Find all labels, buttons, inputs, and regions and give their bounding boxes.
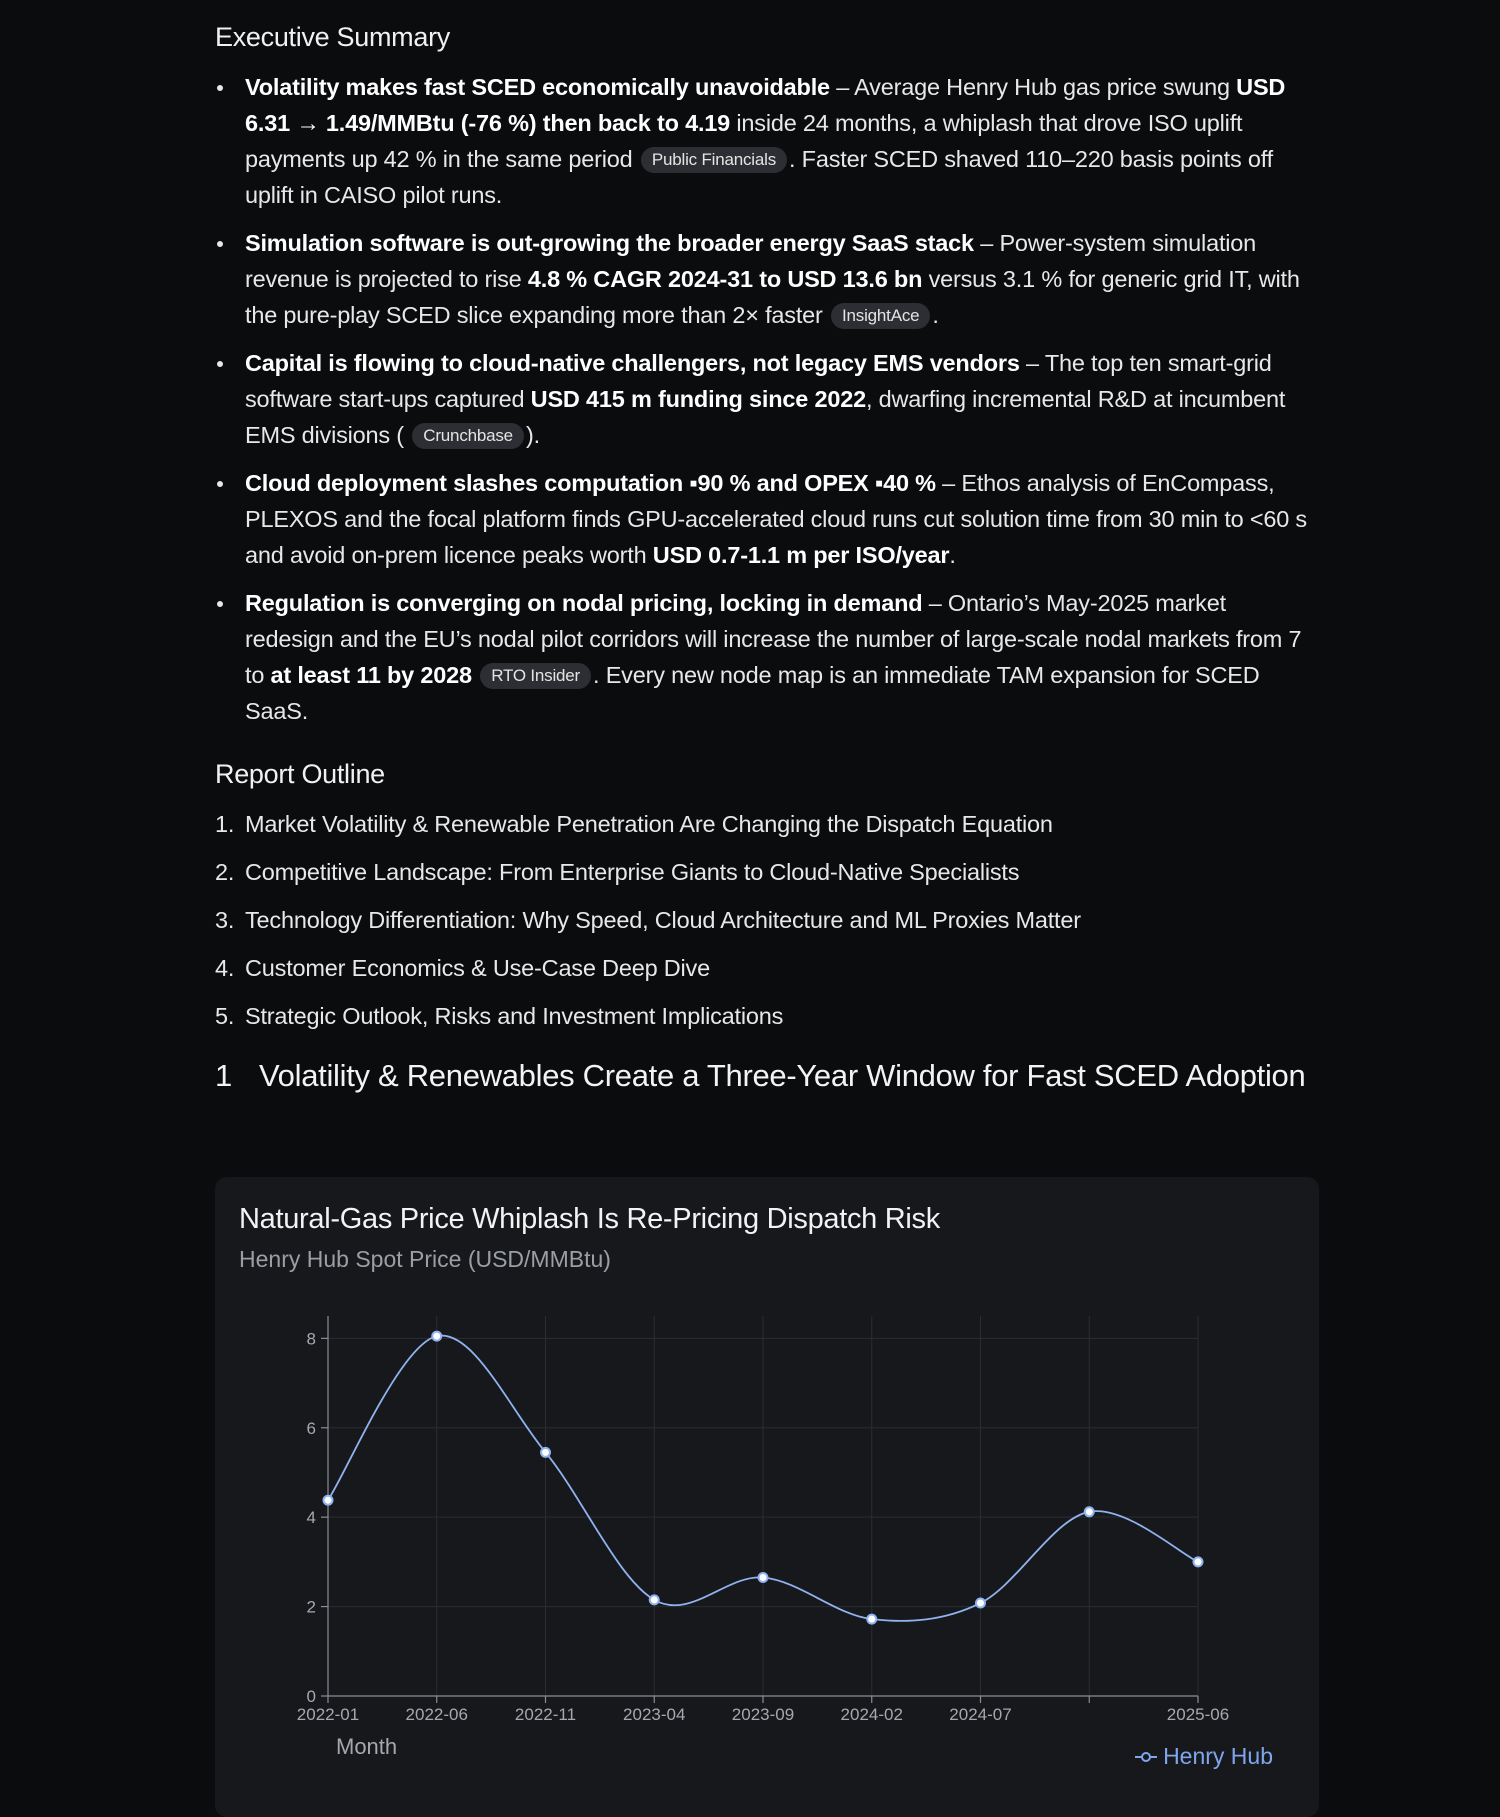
summary-item-text: . Every new node map is an immediate TAM expansion for SCED SaaS. — [245, 662, 1260, 724]
outline-item — [215, 854, 1320, 890]
summary-item-text: . Faster SCED shaved 110–220 basis points off uplift in CAISO pilot runs. — [245, 146, 1273, 208]
report-outline-heading: Report Outline — [215, 759, 385, 789]
summary-item-text: versus 3.1 % for generic grid IT, with the pure-play SCED slice expanding more than 2× faster — [245, 266, 1300, 328]
data-point — [324, 1496, 333, 1505]
summary-item-text: – Ethos analysis of EnCompass, PLEXOS and the focal platform finds GPU-accelerated cloud runs cut solution time from 30 min to <60 s and avoid on-prem licence peaks worth — [245, 470, 1307, 568]
legend-item-henry-hub[interactable] — [1135, 1743, 1273, 1770]
summary-item-text: , dwarfing incremental R&D at incumbent EMS divisions ( — [245, 386, 1286, 448]
data-point — [976, 1599, 985, 1608]
outline-item-number: 5. — [215, 1003, 235, 1029]
line-chart — [215, 1177, 1319, 1817]
summary-item-highlight: Cloud deployment slashes computation ▪90 % and OPEX ▪40 % — [245, 470, 936, 496]
outline-item-number: 4. — [215, 955, 235, 981]
data-point — [1085, 1507, 1094, 1516]
summary-item-text: inside 24 months, a whiplash that drove ISO uplift payments up 42 % in the same period — [245, 110, 1243, 172]
x-axis-title: Month — [336, 1734, 398, 1759]
data-point — [541, 1448, 550, 1457]
outline-item — [215, 998, 1320, 1034]
summary-item-highlight: Capital is flowing to cloud-native challengers, not legacy EMS vendors — [245, 350, 1020, 376]
data-point — [1194, 1557, 1203, 1566]
summary-item-highlight: USD 415 m funding since 2022 — [530, 386, 866, 412]
outline-item-number: 3. — [215, 907, 235, 933]
x-tick-label: 2024-02 — [840, 1705, 903, 1724]
summary-item — [215, 69, 1320, 213]
outline-item-label: Competitive Landscape: From Enterprise Giants to Cloud-Native Specialists — [245, 859, 1020, 885]
report-outline-list — [215, 806, 1320, 1034]
outline-item-number: 2. — [215, 859, 235, 885]
data-point — [867, 1615, 876, 1624]
data-point — [759, 1573, 768, 1582]
data-point — [650, 1595, 659, 1604]
y-tick-label: 2 — [306, 1597, 316, 1617]
outline-item — [215, 806, 1320, 842]
source-citation-badge[interactable]: RTO Insider — [480, 663, 591, 689]
summary-item-text: . — [949, 542, 956, 568]
legend-label: Henry Hub — [1163, 1743, 1273, 1769]
summary-item — [215, 465, 1320, 573]
summary-item — [215, 345, 1320, 453]
summary-item-text: . — [932, 302, 939, 328]
outline-item-label: Market Volatility & Renewable Penetration Are Changing the Dispatch Equation — [245, 811, 1053, 837]
summary-item-highlight: 4.8 % CAGR 2024-31 to USD 13.6 bn — [527, 266, 923, 292]
y-tick-label: 6 — [306, 1418, 316, 1438]
outline-item-number: 1. — [215, 811, 235, 837]
summary-item-highlight: Regulation is converging on nodal pricing, locking in demand — [245, 590, 923, 616]
summary-item-highlight: Volatility makes fast SCED economically unavoidable — [245, 74, 830, 100]
summary-item-text: – The top ten smart-grid software start-ups captured — [245, 350, 1272, 412]
x-tick-label: 2023-04 — [623, 1705, 686, 1724]
x-tick-label: 2024-07 — [949, 1705, 1012, 1724]
outline-item — [215, 902, 1320, 938]
x-tick-label: 2022-11 — [514, 1705, 577, 1724]
executive-summary-heading: Executive Summary — [215, 22, 450, 52]
source-citation-badge[interactable]: InsightAce — [831, 303, 930, 329]
chart-card — [215, 1177, 1319, 1817]
summary-item — [215, 225, 1320, 333]
legend-line-marker-icon — [1135, 1750, 1157, 1764]
chapter-title: Volatility & Renewables Create a Three-Year Window for Fast SCED Adoption — [259, 1058, 1306, 1093]
report-page — [215, 0, 1320, 1769]
summary-item-highlight: USD 0.7-1.1 m per ISO/year — [652, 542, 950, 568]
y-tick-label: 0 — [306, 1687, 316, 1706]
outline-item-label: Technology Differentiation: Why Speed, Cloud Architecture and ML Proxies Matter — [245, 907, 1081, 933]
chart-title: Natural-Gas Price Whiplash Is Re-Pricing Dispatch Risk — [239, 1203, 940, 1235]
executive-summary-list — [215, 69, 1320, 729]
outline-item — [215, 950, 1320, 986]
outline-item-label: Strategic Outlook, Risks and Investment Implications — [245, 1003, 784, 1029]
summary-item-text: ). — [525, 422, 540, 448]
chart-subtitle: Henry Hub Spot Price (USD/MMBtu) — [239, 1246, 611, 1272]
outline-item-label: Customer Economics & Use-Case Deep Dive — [245, 955, 710, 981]
summary-item-highlight: USD 6.31 → 1.49/MMBtu (-76 %) then back to 4.19 — [245, 74, 1286, 136]
summary-item-text: – Ontario’s May-2025 market redesign and the EU’s nodal pilot corridors will increase the number of large-scale nodal markets from 7 to — [245, 590, 1302, 688]
data-point — [432, 1332, 441, 1341]
summary-item-highlight: at least 11 by 2028 — [270, 662, 472, 688]
summary-item-text: – Average Henry Hub gas price swung — [829, 74, 1237, 100]
x-tick-label: 2025-06 — [1166, 1705, 1230, 1724]
y-tick-label: 8 — [306, 1329, 316, 1349]
summary-item-highlight: Simulation software is out-growing the broader energy SaaS stack — [245, 230, 974, 256]
summary-item — [215, 585, 1320, 729]
source-citation-badge[interactable]: Public Financials — [641, 147, 787, 173]
summary-item-text — [472, 662, 478, 688]
chapter-number: 1 — [215, 1058, 232, 1093]
chapter-heading — [215, 1058, 1320, 1094]
source-citation-badge[interactable]: Crunchbase — [412, 423, 524, 449]
x-tick-label: 2023-09 — [731, 1705, 795, 1724]
x-tick-label: 2022-06 — [405, 1705, 468, 1724]
y-tick-label: 4 — [306, 1508, 316, 1528]
x-tick-label: 2022-01 — [296, 1705, 360, 1724]
summary-item-text: – Power-system simulation revenue is projected to rise — [245, 230, 1257, 292]
